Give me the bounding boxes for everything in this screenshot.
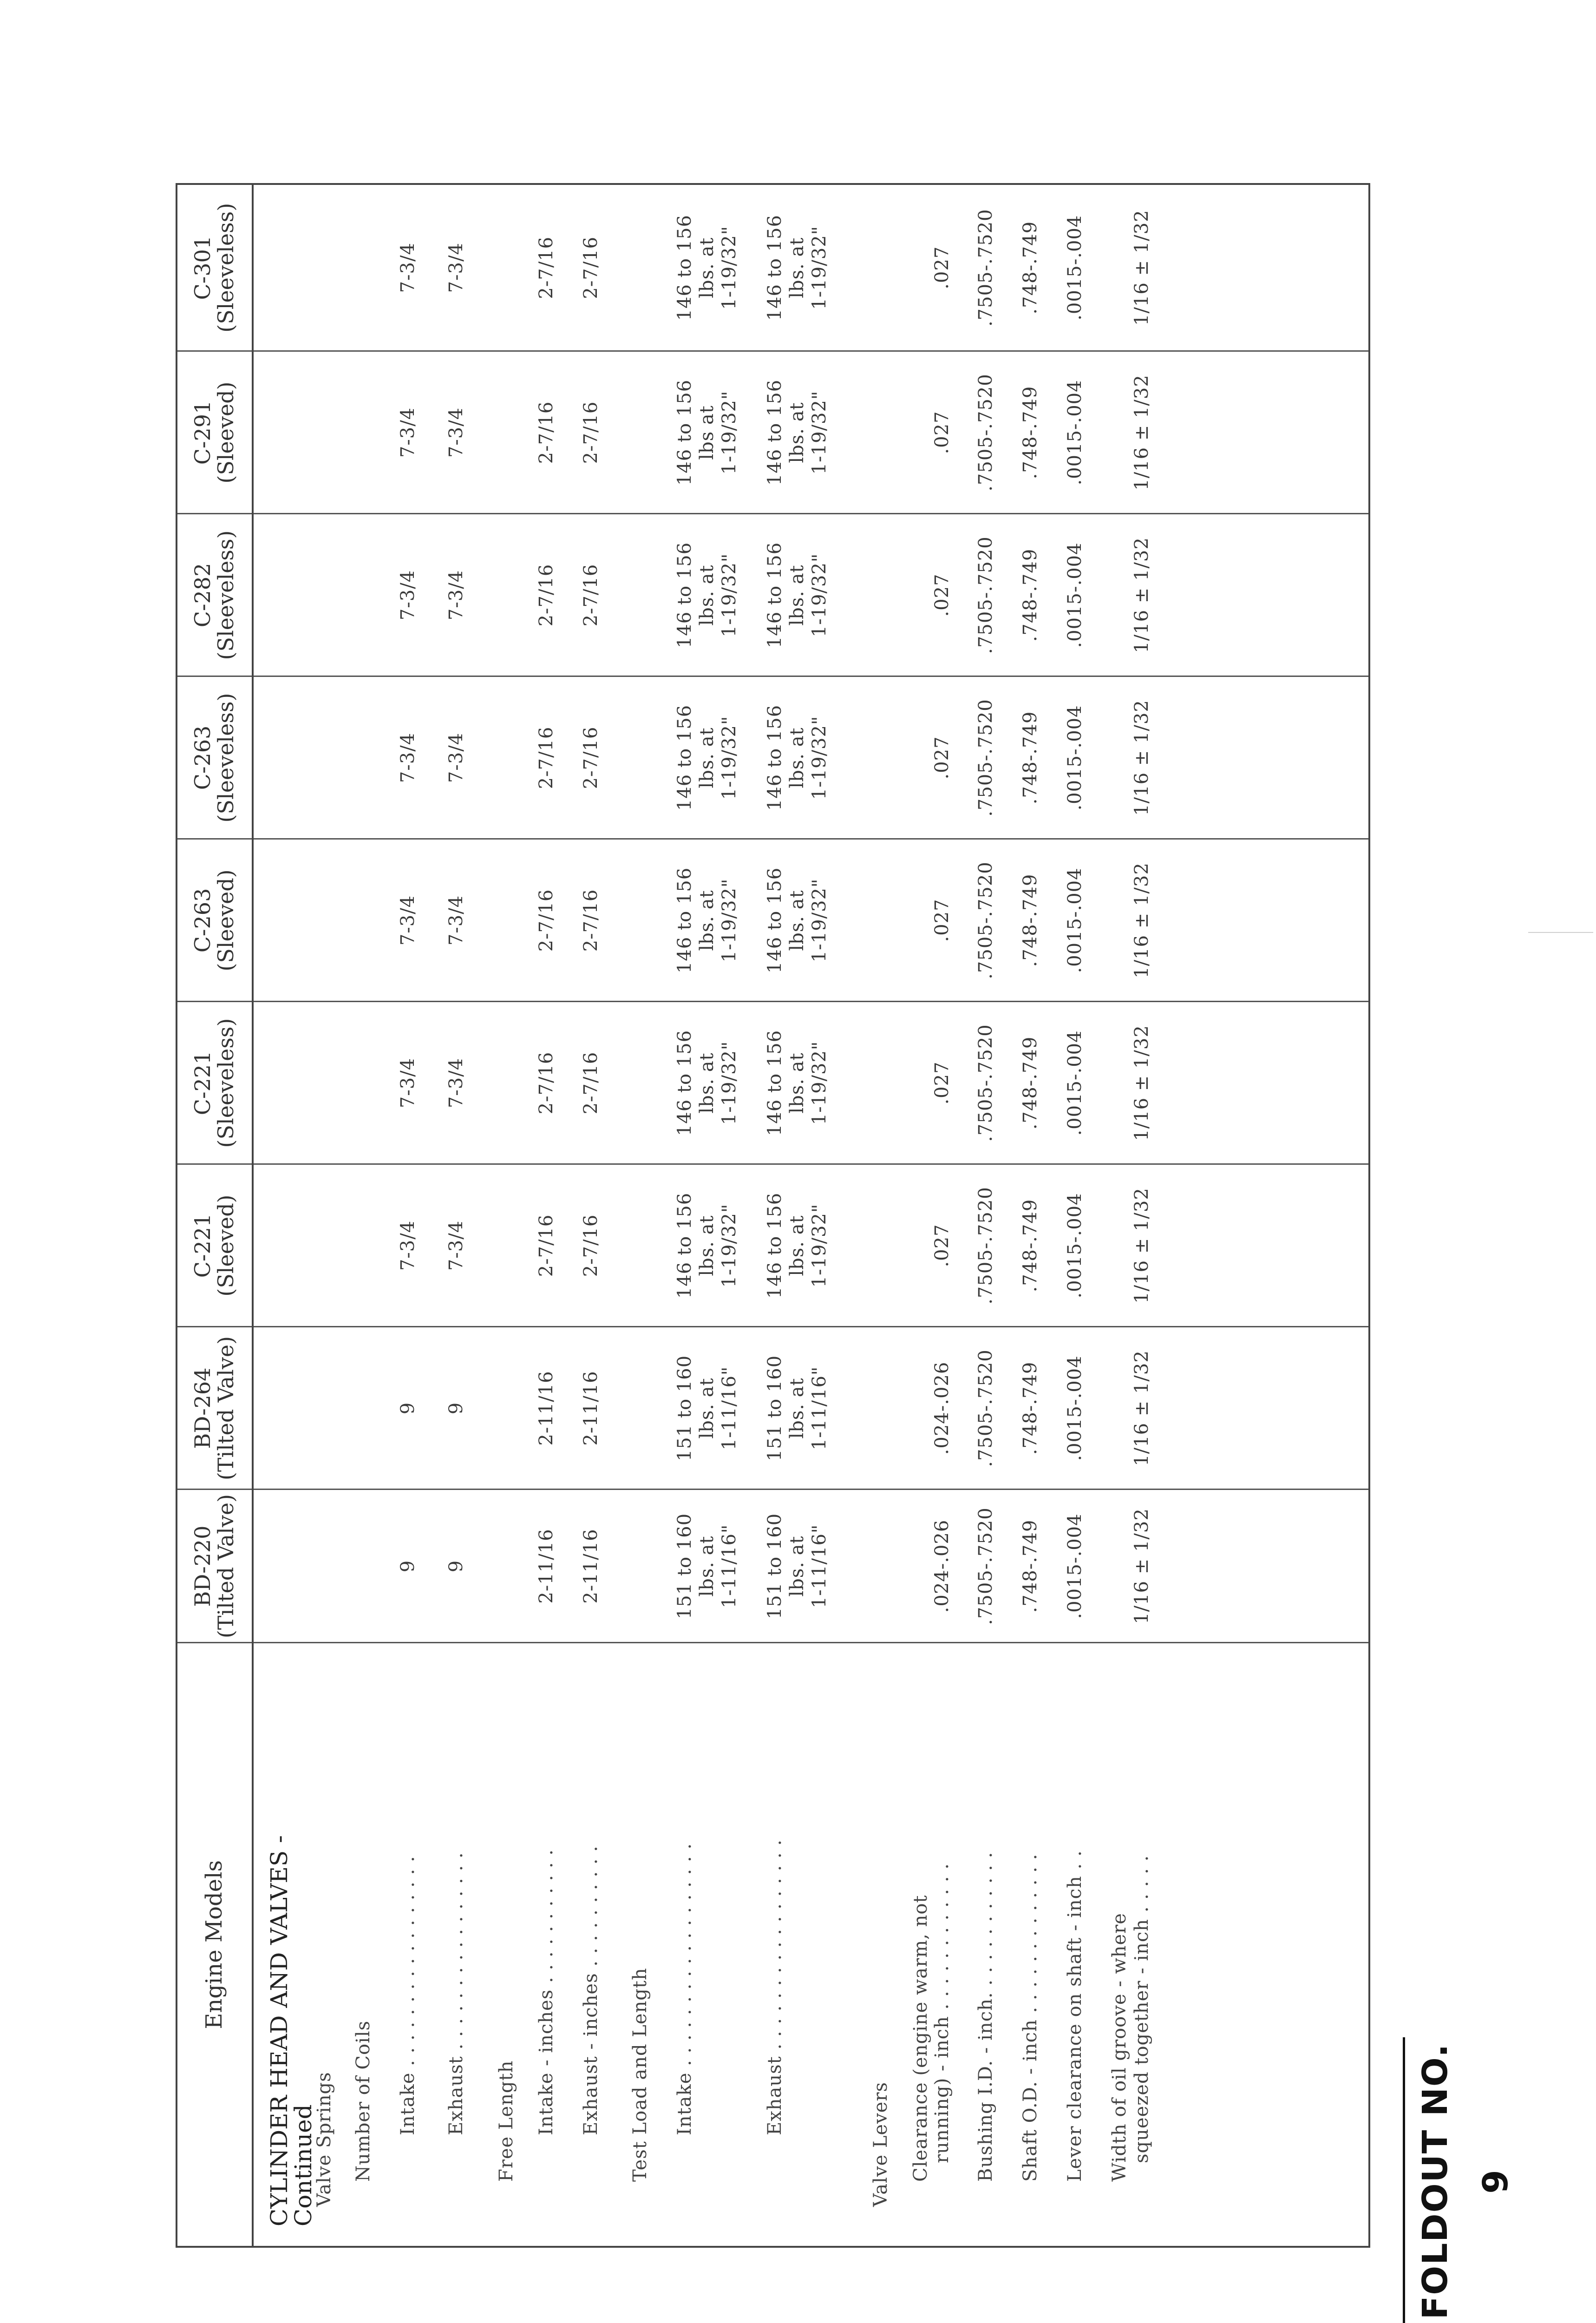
- body-row: [253, 184, 1369, 2247]
- valve-springs-label: Valve Springs: [314, 2072, 335, 2207]
- value-tl-exhaust-3: 1-19/32": [809, 390, 830, 475]
- value-tl-exhaust-2: lbs. at: [786, 402, 808, 463]
- value-tl-intake-1: 146 to 156: [674, 379, 695, 486]
- model-name: C-291: [190, 400, 216, 465]
- model-sub: (Sleeved): [213, 1194, 238, 1297]
- value-tl-exhaust-1: 146 to 156: [764, 215, 785, 321]
- value-shaft: .748-.749: [1020, 711, 1041, 805]
- value-tl-exhaust-2: lbs. at: [786, 727, 808, 788]
- value-fl-exhaust: 2-7/16: [580, 564, 602, 627]
- model-name: C-221: [190, 1050, 216, 1116]
- value-tl-exhaust-3: 1-19/32": [809, 1203, 830, 1288]
- value-tl-intake-3: 1-19/32": [719, 1203, 740, 1288]
- model-sub: (Sleeveless): [213, 203, 238, 333]
- value-tl-exhaust-2: lbs. at: [786, 564, 808, 626]
- value-tl-intake-3: 1-19/32": [719, 225, 740, 310]
- value-coils-intake: 7-3/4: [397, 243, 419, 293]
- value-tl-exhaust-3: 1-19/32": [809, 225, 830, 310]
- value-tl-intake-3: 1-19/32": [719, 715, 740, 800]
- fl-intake-label: Intake - inches . . . . . . . . . . .: [536, 1849, 557, 2135]
- value-fl-intake: 2-7/16: [536, 564, 557, 627]
- label-column: [253, 1643, 1369, 2247]
- value-fl-intake: 2-11/16: [536, 1371, 557, 1446]
- value-tl-intake-3: 1-19/32": [719, 1041, 740, 1125]
- value-lever: .0015-.004: [1064, 215, 1086, 321]
- value-coils-exhaust: 7-3/4: [445, 732, 467, 783]
- value-tl-exhaust-1: 146 to 156: [764, 1030, 785, 1136]
- value-tl-intake-2: lbs at: [696, 405, 718, 460]
- value-shaft: .748-.749: [1020, 1036, 1041, 1130]
- value-width: 1/16 ± 1/32: [1131, 1350, 1152, 1466]
- value-tl-intake-2: lbs. at: [696, 237, 718, 298]
- value-lever: .0015-.004: [1064, 542, 1086, 648]
- value-tl-exhaust-2: lbs. at: [786, 237, 808, 298]
- value-shaft: .748-.749: [1020, 1361, 1041, 1455]
- value-tl-exhaust-3: 1-11/16": [809, 1524, 830, 1608]
- value-fl-intake: 2-7/16: [536, 1051, 557, 1115]
- model-sub: (Sleeved): [213, 381, 238, 484]
- model-header-2: [177, 1327, 253, 1490]
- model-header-9: [177, 184, 253, 351]
- value-coils-intake: 7-3/4: [397, 570, 419, 621]
- value-bushing: .7505-.7520: [975, 536, 996, 654]
- value-coils-intake: 7-3/4: [397, 732, 419, 783]
- model-values-column: [253, 184, 1369, 351]
- value-fl-exhaust: 2-7/16: [580, 1214, 602, 1277]
- value-shaft: .748-.749: [1020, 548, 1041, 642]
- value-tl-exhaust-1: 146 to 156: [764, 379, 785, 486]
- section-title: CYLINDER HEAD AND VALVES -: [266, 1835, 293, 2226]
- value-tl-intake-1: 146 to 156: [674, 1192, 695, 1299]
- coils-exhaust-label: Exhaust . . . . . . . . . . . . . . . .: [445, 1852, 467, 2135]
- model-values-column: [253, 1164, 1369, 1327]
- value-tl-intake-2: lbs. at: [696, 1536, 718, 1597]
- model-sub: (Tilted Valve): [213, 1336, 238, 1481]
- foldout-label: FOLDOUT NO. 9: [1403, 2037, 1465, 2323]
- value-tl-exhaust-2: lbs. at: [786, 1536, 808, 1597]
- value-tl-intake-3: 1-19/32": [719, 878, 740, 963]
- value-shaft: .748-.749: [1020, 1199, 1041, 1293]
- value-tl-exhaust-3: 1-19/32": [809, 715, 830, 800]
- value-fl-exhaust: 2-11/16: [580, 1529, 602, 1604]
- value-coils-exhaust: 7-3/4: [445, 407, 467, 458]
- value-width: 1/16 ± 1/32: [1131, 1508, 1152, 1624]
- value-fl-intake: 2-7/16: [536, 889, 557, 952]
- value-clearance: .027: [931, 573, 953, 617]
- fold-line-mark: [1528, 932, 1593, 933]
- model-header-7: [177, 514, 253, 676]
- value-coils-exhaust: 7-3/4: [445, 1057, 467, 1109]
- engine-specs-table: [176, 183, 1370, 2248]
- model-values-column: [253, 1002, 1369, 1164]
- model-values-column: [253, 351, 1369, 514]
- model-header-5: [177, 839, 253, 1002]
- section-title-continued: Continued: [290, 2104, 317, 2226]
- value-tl-intake-1: 151 to 160: [674, 1513, 695, 1620]
- model-name: C-263: [190, 725, 216, 790]
- value-lever: .0015-.004: [1064, 1355, 1086, 1461]
- value-tl-intake-2: lbs. at: [696, 727, 718, 788]
- model-name: C-301: [190, 235, 216, 300]
- value-clearance: .027: [931, 899, 953, 942]
- model-sub: (Sleeveless): [213, 1018, 238, 1148]
- value-tl-exhaust-1: 151 to 160: [764, 1513, 785, 1620]
- value-tl-intake-2: lbs. at: [696, 890, 718, 951]
- value-coils-exhaust: 7-3/4: [445, 895, 467, 946]
- value-bushing: .7505-.7520: [975, 209, 996, 327]
- value-shaft: .748-.749: [1020, 386, 1041, 479]
- value-coils-exhaust: 9: [445, 1560, 467, 1573]
- value-tl-intake-2: lbs. at: [696, 1052, 718, 1114]
- value-tl-intake-1: 146 to 156: [674, 215, 695, 321]
- value-shaft: .748-.749: [1020, 221, 1041, 315]
- value-clearance: .027: [931, 246, 953, 289]
- value-tl-exhaust-1: 146 to 156: [764, 704, 785, 811]
- lever-clearance-label: Lever clearance on shaft - inch . .: [1064, 1850, 1086, 2182]
- value-bushing: .7505-.7520: [975, 374, 996, 492]
- value-coils-exhaust: 7-3/4: [445, 570, 467, 621]
- value-fl-exhaust: 2-7/16: [580, 401, 602, 464]
- engine-models-header: Engine Models: [177, 1643, 253, 2247]
- value-fl-exhaust: 2-11/16: [580, 1371, 602, 1446]
- value-coils-exhaust: 7-3/4: [445, 1220, 467, 1271]
- value-lever: .0015-.004: [1064, 1513, 1086, 1619]
- model-values-column: [253, 1327, 1369, 1490]
- width-label-l1: Width of oil groove - where: [1109, 1913, 1130, 2182]
- value-bushing: .7505-.7520: [975, 699, 996, 817]
- value-fl-exhaust: 2-7/16: [580, 236, 602, 299]
- value-fl-exhaust: 2-7/16: [580, 726, 602, 789]
- value-coils-intake: 9: [397, 1402, 419, 1415]
- clearance-label-l1: Clearance (engine warm, not: [910, 1895, 931, 2182]
- tl-intake-label: Intake . . . . . . . . . . . . . . . . . .: [674, 1843, 695, 2135]
- model-header-1: [177, 1490, 253, 1643]
- value-shaft: .748-.749: [1020, 873, 1041, 967]
- model-header-3: [177, 1164, 253, 1327]
- model-sub: (Sleeved): [213, 869, 238, 971]
- value-tl-exhaust-2: lbs. at: [786, 1378, 808, 1439]
- model-name: C-282: [190, 563, 216, 628]
- value-tl-intake-1: 146 to 156: [674, 542, 695, 649]
- value-coils-exhaust: 9: [445, 1402, 467, 1415]
- value-lever: .0015-.004: [1064, 705, 1086, 811]
- value-bushing: .7505-.7520: [975, 1024, 996, 1142]
- value-clearance: .027: [931, 411, 953, 454]
- value-clearance: .024-.026: [931, 1361, 953, 1455]
- model-name: C-221: [190, 1213, 216, 1278]
- model-name: BD-264: [190, 1367, 216, 1449]
- model-name: C-263: [190, 888, 216, 953]
- value-clearance: .027: [931, 736, 953, 780]
- value-tl-exhaust-2: lbs. at: [786, 1052, 808, 1114]
- value-lever: .0015-.004: [1064, 380, 1086, 486]
- value-tl-intake-3: 1-19/32": [719, 390, 740, 475]
- value-lever: .0015-.004: [1064, 1030, 1086, 1136]
- value-tl-intake-2: lbs. at: [696, 1378, 718, 1439]
- value-width: 1/16 ± 1/32: [1131, 862, 1152, 978]
- value-fl-exhaust: 2-7/16: [580, 1051, 602, 1115]
- value-tl-intake-2: lbs. at: [696, 1215, 718, 1276]
- value-coils-exhaust: 7-3/4: [445, 243, 467, 293]
- value-fl-intake: 2-11/16: [536, 1529, 557, 1604]
- value-fl-intake: 2-7/16: [536, 726, 557, 789]
- value-fl-intake: 2-7/16: [536, 401, 557, 464]
- value-clearance: .027: [931, 1061, 953, 1105]
- value-tl-exhaust-1: 146 to 156: [764, 867, 785, 974]
- value-tl-intake-1: 146 to 156: [674, 867, 695, 974]
- value-tl-intake-3: 1-19/32": [719, 553, 740, 637]
- value-tl-exhaust-3: 1-19/32": [809, 1041, 830, 1125]
- value-tl-exhaust-1: 146 to 156: [764, 542, 785, 649]
- value-tl-intake-1: 151 to 160: [674, 1355, 695, 1462]
- header-row: [177, 184, 253, 2247]
- model-sub: (Tilted Valve): [213, 1494, 238, 1639]
- value-tl-exhaust-3: 1-19/32": [809, 553, 830, 637]
- model-values-column: [253, 676, 1369, 839]
- tl-exhaust-label: Exhaust . . . . . . . . . . . . . . . . .: [764, 1839, 785, 2135]
- value-clearance: .024-.026: [931, 1519, 953, 1613]
- value-bushing: .7505-.7520: [975, 861, 996, 979]
- fl-exhaust-label: Exhaust - inches . . . . . . . . . .: [580, 1845, 602, 2135]
- value-shaft: .748-.749: [1020, 1519, 1041, 1613]
- shaft-label: Shaft O.D. - inch . . . . . . . . . . . . .: [1020, 1853, 1041, 2182]
- value-width: 1/16 ± 1/32: [1131, 700, 1152, 816]
- bushing-label: Bushing I.D. - inch. . . . . . . . . . . .: [975, 1851, 996, 2182]
- value-tl-exhaust-2: lbs. at: [786, 890, 808, 951]
- test-load-label: Test Load and Length: [629, 1968, 651, 2182]
- model-sub: (Sleeveless): [213, 530, 238, 660]
- valve-levers-label: Valve Levers: [870, 2082, 891, 2207]
- number-of-coils-label: Number of Coils: [353, 2020, 374, 2182]
- value-tl-intake-3: 1-11/16": [719, 1366, 740, 1450]
- model-header-8: [177, 351, 253, 514]
- value-tl-exhaust-1: 146 to 156: [764, 1192, 785, 1299]
- value-coils-intake: 7-3/4: [397, 1220, 419, 1271]
- model-values-column: [253, 839, 1369, 1002]
- width-label-l2: squeezed together - inch . . . . .: [1131, 1855, 1152, 2163]
- value-fl-exhaust: 2-7/16: [580, 889, 602, 952]
- value-bushing: .7505-.7520: [975, 1187, 996, 1305]
- value-width: 1/16 ± 1/32: [1131, 537, 1152, 653]
- value-width: 1/16 ± 1/32: [1131, 374, 1152, 491]
- value-fl-intake: 2-7/16: [536, 1214, 557, 1277]
- value-bushing: .7505-.7520: [975, 1507, 996, 1625]
- value-tl-exhaust-3: 1-11/16": [809, 1366, 830, 1450]
- model-sub: (Sleeveless): [213, 693, 238, 823]
- value-coils-intake: 9: [397, 1560, 419, 1573]
- value-tl-intake-2: lbs. at: [696, 564, 718, 626]
- model-header-4: [177, 1002, 253, 1164]
- value-bushing: .7505-.7520: [975, 1349, 996, 1467]
- value-tl-intake-1: 146 to 156: [674, 704, 695, 811]
- clearance-label-l2: running) - inch . . . . . . . . . . . .: [931, 1863, 953, 2163]
- value-tl-exhaust-3: 1-19/32": [809, 878, 830, 963]
- coils-intake-label: Intake . . . . . . . . . . . . . . . . .: [397, 1856, 419, 2135]
- value-lever: .0015-.004: [1064, 867, 1086, 973]
- value-width: 1/16 ± 1/32: [1131, 210, 1152, 326]
- model-values-column: [253, 514, 1369, 676]
- value-tl-intake-3: 1-11/16": [719, 1524, 740, 1608]
- model-values-column: [253, 1490, 1369, 1643]
- value-width: 1/16 ± 1/32: [1131, 1025, 1152, 1141]
- value-fl-intake: 2-7/16: [536, 236, 557, 299]
- free-length-label: Free Length: [496, 2060, 517, 2182]
- value-coils-intake: 7-3/4: [397, 895, 419, 946]
- value-clearance: .027: [931, 1224, 953, 1267]
- model-name: BD-220: [190, 1525, 216, 1607]
- value-tl-exhaust-1: 151 to 160: [764, 1355, 785, 1462]
- value-tl-intake-1: 146 to 156: [674, 1030, 695, 1136]
- value-lever: .0015-.004: [1064, 1193, 1086, 1299]
- value-coils-intake: 7-3/4: [397, 1057, 419, 1109]
- value-coils-intake: 7-3/4: [397, 407, 419, 458]
- value-width: 1/16 ± 1/32: [1131, 1188, 1152, 1304]
- model-header-6: [177, 676, 253, 839]
- value-tl-exhaust-2: lbs. at: [786, 1215, 808, 1276]
